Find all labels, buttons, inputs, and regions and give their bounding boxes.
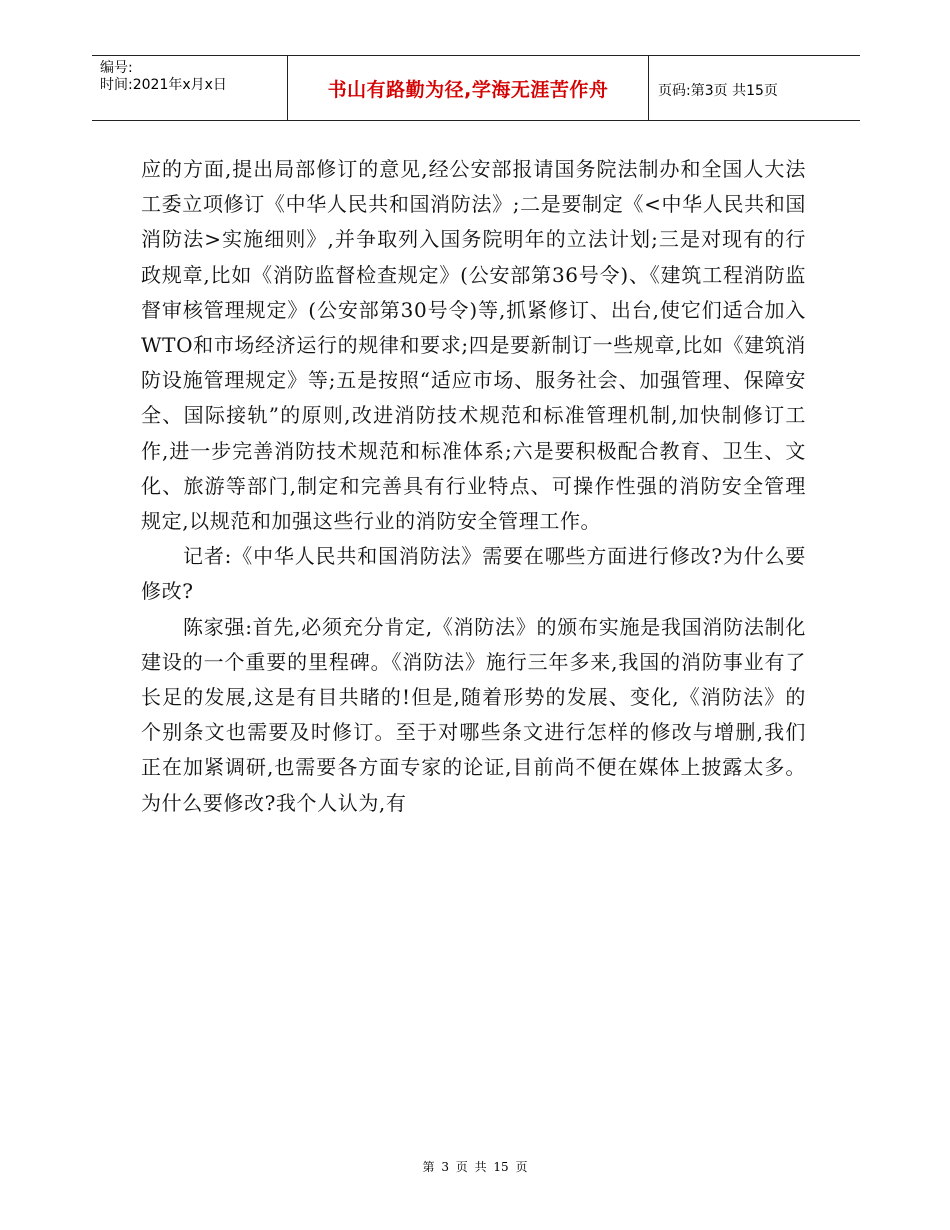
header-motto: 书山有路勤为径,学海无涯苦作舟 xyxy=(327,78,609,101)
body-paragraph-continued: 应的方面,提出局部修订的意见,经公安部报请国务院法制办和全国人大法工委立项修订《中华人民共和国消防法》;二是要制定《<中华人民共和国消防法>实施细则》,并争取列入国务院明年的立法计划;三是对现有的行政规章,比如《消防监督检查规定》(公安部第36号令)、《建筑工程消防监督审核管理规定》(公安部第30号令)等,抓紧修订、出台,使它们适合加入WTO和市场经济运行的规律和要求;四是要新制订一些规章,比如《建筑消防设施管理规定》等;五是按照“适应市场、服务社会、加强管理、保障安全、国际接轨”的原则,改进消防技术规范和标准管理机制,加快制修订工作,进一步完善消防技术规范和标准体系;六是要积极配合教育、卫生、文化、旅游等部门,制定和完善具有行业特点、可操作性强的消防安全管理规定,以规范和加强这些行业的消防安全管理工作。 xyxy=(141,157,806,534)
body-paragraph-answer: 陈家强:首先,必须充分肯定,《消防法》的颁布实施是我国消防法制化建设的一个重要的里程碑。《消防法》施行三年多来,我国的消防事业有了长足的发展,这是有目共睹的!但是,随着形势的发展、变化,《消防法》的个别条文也需要及时修订。至于对哪些条文进行怎样的修改与增删,我们正在加紧调研,也需要各方面专家的论证,目前尚不便在媒体上披露太多。为什么要修改?我个人认为,有 xyxy=(141,614,806,815)
document-number-label: 编号: xyxy=(100,60,133,76)
header-page-info: 页码:第3页 共15页 xyxy=(658,83,778,99)
page-header xyxy=(92,55,860,121)
header-meta xyxy=(100,60,227,94)
document-time-label: 时间:2021年x月x日 xyxy=(100,77,227,93)
header-motto-box xyxy=(287,56,649,120)
document-body xyxy=(141,152,806,821)
page-footer: 第 3 页 共 15 页 xyxy=(422,1160,528,1174)
body-paragraph-reporter-question: 记者:《中华人民共和国消防法》需要在哪些方面进行修改?为什么要修改? xyxy=(141,544,806,604)
